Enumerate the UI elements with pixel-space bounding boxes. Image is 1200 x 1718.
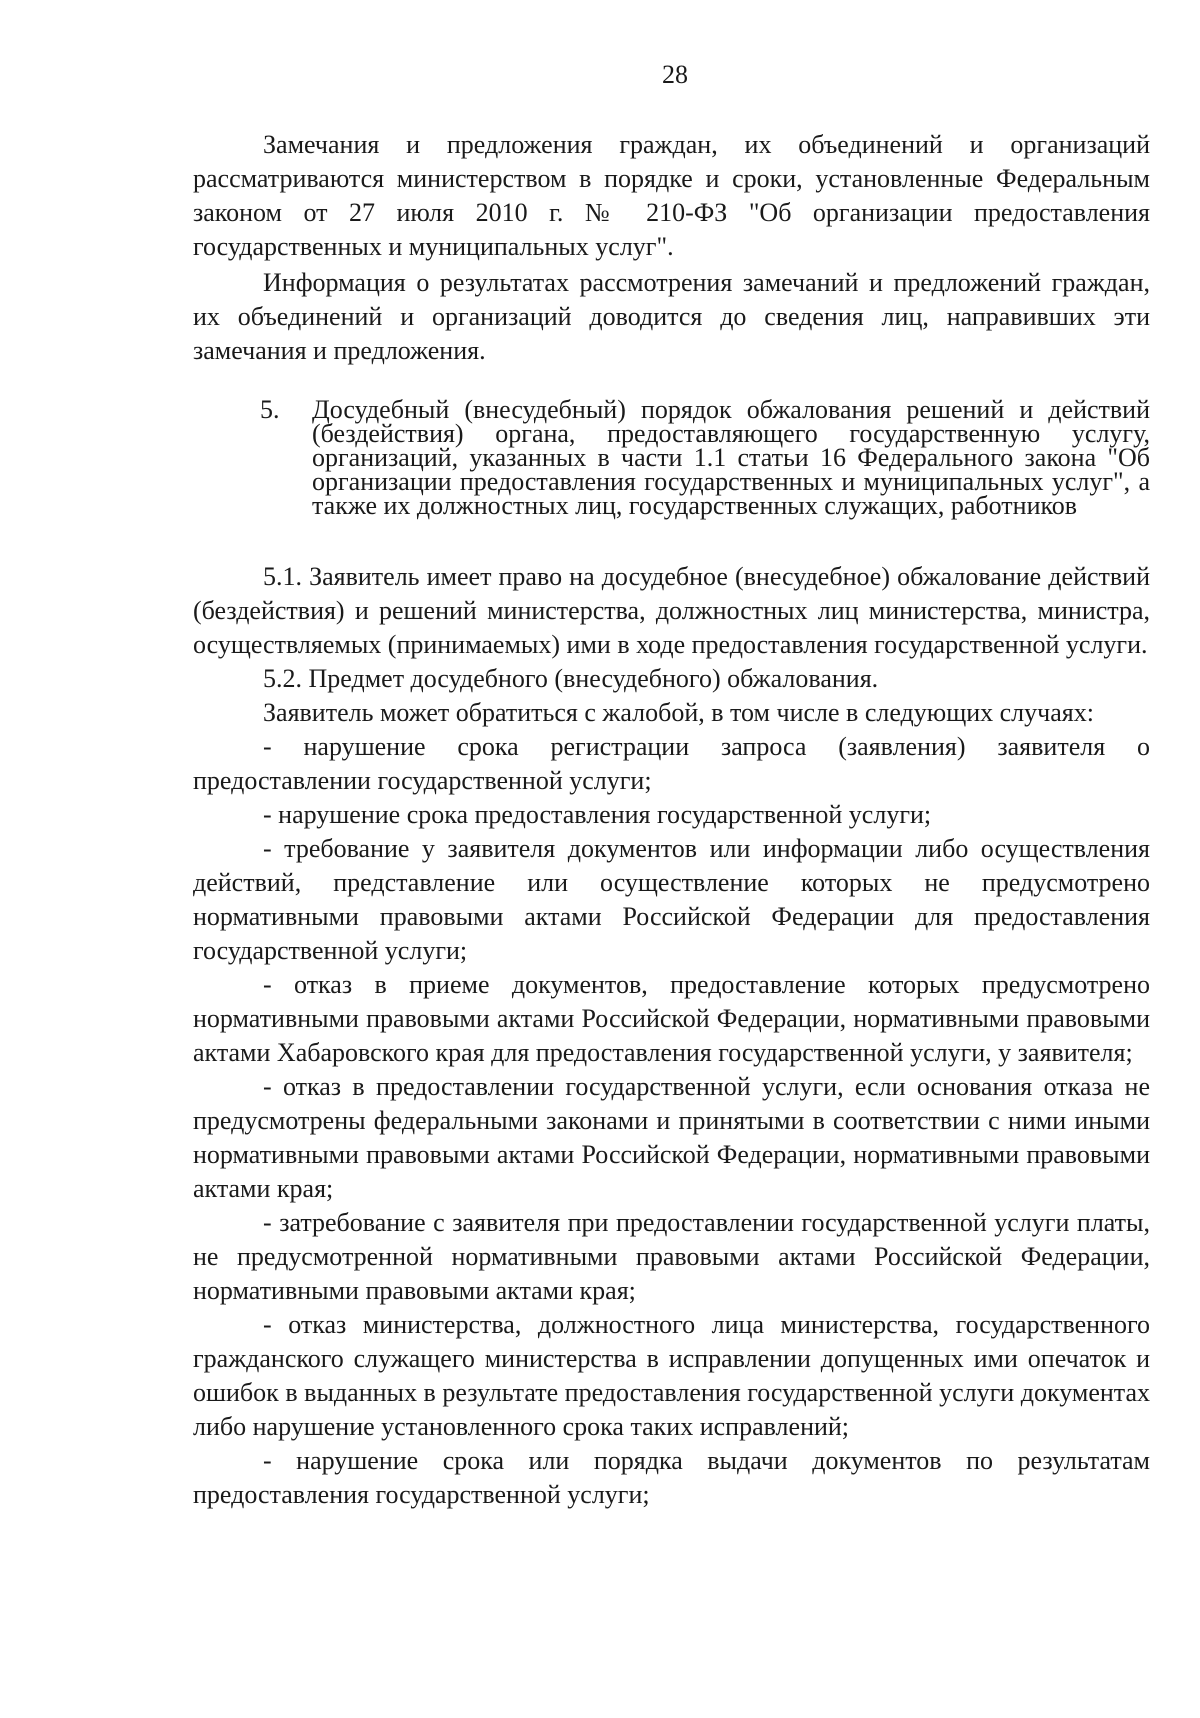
intro-paragraph-1: Замечания и предложения граждан, их объединений и организаций рассматриваются министерством в порядке и сроки, установленные Федеральным законом от 27 июля 2010 г. № 210-ФЗ "Об организации предоставления государственных и муниципальных услуг". (193, 130, 1150, 261)
section-5-number: 5. (260, 395, 280, 424)
paragraph-5-2: 5.2. Предмет досудебного (внесудебного) обжалования. (263, 664, 879, 693)
list-item: - отказ в приеме документов, предоставление которых предусмотрено нормативными правовыми актами Российской Федерации, нормативными правовыми актами Хабаровского края для предоставления государственной услуги, у заявителя; (193, 970, 1150, 1067)
cases-intro: Заявитель может обратиться с жалобой, в том числе в следующих случаях: (263, 698, 1094, 727)
list-item: - отказ министерства, должностного лица министерства, государственного гражданского служащего министерства в исправлении допущенных ими опечаток и ошибок в выданных в результате предоставления государственной услуги документах либо нарушение установленного срока таких исправлений; (193, 1310, 1150, 1441)
intro-paragraph-2: Информация о результатах рассмотрения замечаний и предложений граждан, их объединений и организаций доводится до сведения лиц, направивших эти замечания и предложения. (193, 268, 1150, 365)
page-number: 28 (662, 60, 688, 89)
list-item: - отказ в предоставлении государственной услуги, если основания отказа не предусмотрены федеральными законами и принятыми в соответствии с ними иными нормативными правовыми актами Российской Федерации, нормативными правовыми актами края; (193, 1072, 1150, 1203)
section-5-body (193, 560, 1150, 1512)
paragraph-5-1: 5.1. Заявитель имеет право на досудебное (внесудебное) обжалование действий (бездействия) и решений министерства, должностных лиц министерства, министра, осуществляемых (принимаемых) ими в ходе предоставления государственной услуги. (193, 562, 1150, 659)
list-item: - требование у заявителя документов или информации либо осуществления действий, представление или осуществление которых не предусмотрено нормативными правовыми актами Российской Федерации для предоставления государственной услуги; (193, 834, 1150, 965)
list-item: - затребование с заявителя при предоставлении государственной услуги платы, не предусмотренной нормативными правовыми актами Российской Федерации, нормативными правовыми актами края; (193, 1208, 1150, 1305)
section-5-heading (260, 395, 1150, 520)
list-item: - нарушение срока регистрации запроса (заявления) заявителя о предоставлении государственной услуги; (193, 732, 1150, 795)
section-5-title: Досудебный (внесудебный) порядок обжалования решений и действий (бездействия) органа, предоставляющего государственную услугу, организаций, указанных в части 1.1 статьи 16 Федерального закона "Об организации предоставления государственных и муниципальных услуг", а также их должностных лиц, государственных служащих, работников (312, 395, 1150, 520)
list-item: - нарушение срока предоставления государственной услуги; (263, 800, 932, 829)
intro-block (193, 128, 1150, 368)
list-item: - нарушение срока или порядка выдачи документов по результатам предоставления государственной услуги; (193, 1446, 1150, 1509)
